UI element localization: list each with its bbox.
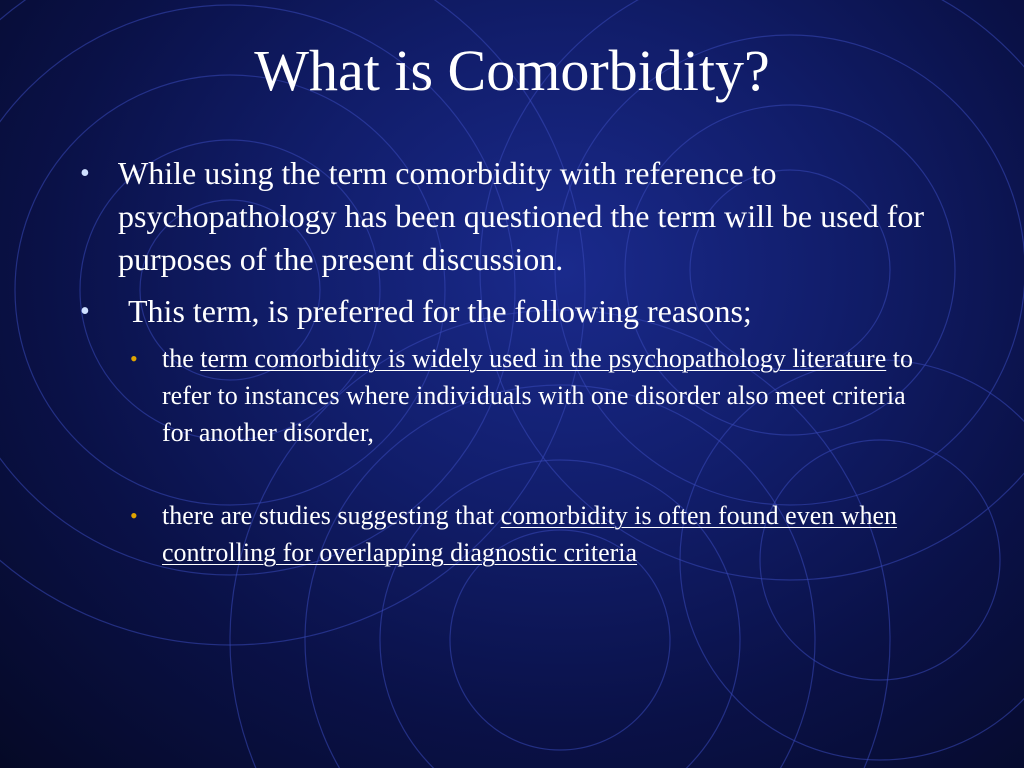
bullet-item-2 [80,290,988,333]
bullet-dot: • [80,296,90,327]
slide-title: What is Comorbidity? [254,38,770,103]
bullet-dot: • [80,158,90,189]
sub-bullet-text: to refer to instances where individuals with one disorder also meet criteria for another disorder, [162,344,913,447]
sub-bullet-item-1 [130,340,922,451]
bullet-item-1 [80,152,978,281]
sub-bullet-underlined-text: comorbidity is often found even when controlling for overlapping diagnostic criteria [162,501,898,567]
sub-bullet-text: there are studies suggesting that [162,501,501,530]
sub-bullet-item-2 [130,497,942,571]
sub-bullet-dot: • [130,503,138,528]
sub-bullet-underlined-text: term comorbidity is widely used in the psychopathology literature [200,344,887,373]
sub-bullet-text: the [162,344,201,373]
sub-bullet-dot: • [130,346,138,371]
bullet-text: This term, is preferred for the following reasons; [128,293,752,329]
bullet-text: While using the term comorbidity with reference to psychopathology has been questioned the term will be used for purposes of the present discussion. [118,155,925,277]
